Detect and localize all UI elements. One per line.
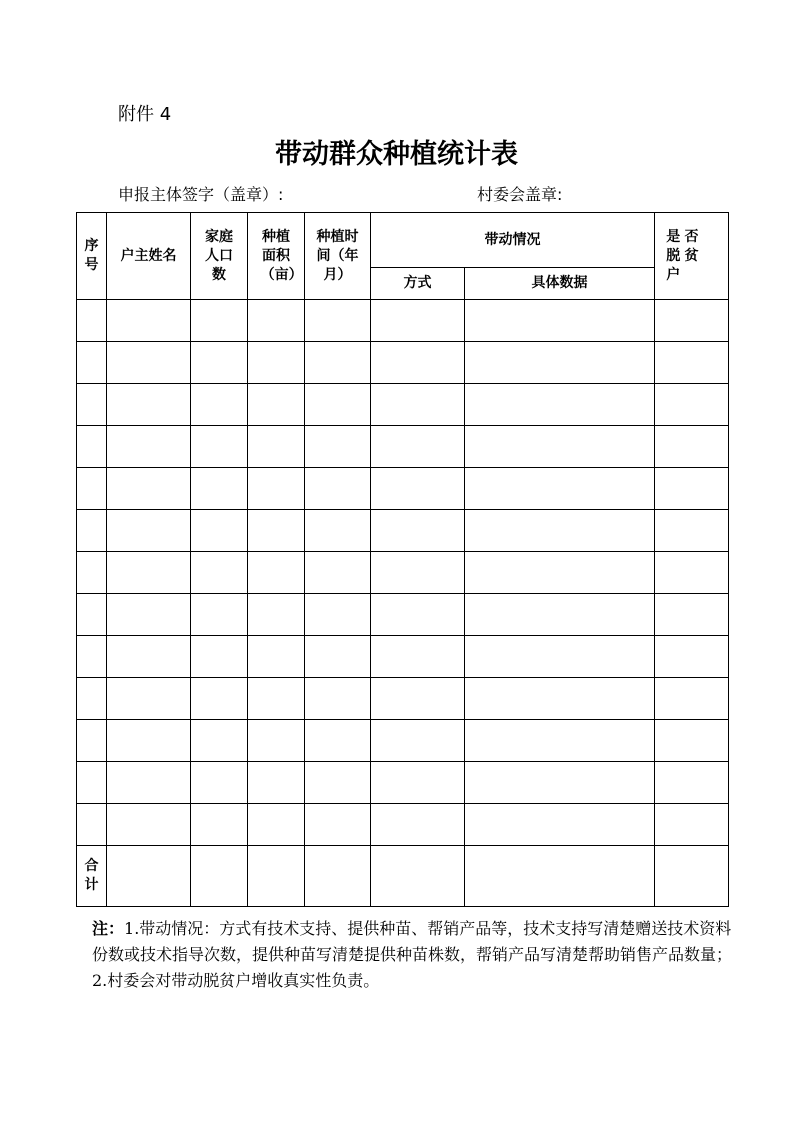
table-cell[interactable] — [248, 510, 305, 552]
table-cell[interactable] — [248, 300, 305, 342]
village-seal-label: 村委会盖章: — [477, 185, 563, 204]
table-cell[interactable] — [191, 342, 248, 384]
table-cell[interactable] — [107, 342, 191, 384]
table-row — [77, 720, 729, 762]
table-cell[interactable] — [248, 720, 305, 762]
table-cell[interactable] — [305, 384, 371, 426]
table-cell[interactable] — [107, 720, 191, 762]
footnote — [92, 916, 732, 994]
table-cell[interactable] — [248, 426, 305, 468]
table-cell[interactable] — [371, 426, 465, 468]
header-planting-area: 种植面积（亩） — [248, 213, 305, 300]
table-row — [77, 300, 729, 342]
table-cell[interactable] — [77, 510, 107, 552]
statistics-table — [76, 212, 729, 907]
table-cell[interactable] — [107, 300, 191, 342]
table-cell[interactable] — [191, 762, 248, 804]
table-cell[interactable] — [77, 342, 107, 384]
header-seq: 序号 — [77, 213, 107, 300]
header-household-name: 户主姓名 — [107, 213, 191, 300]
header-detail-data: 具体数据 — [465, 268, 655, 300]
table-cell[interactable] — [191, 804, 248, 846]
table-cell[interactable] — [248, 384, 305, 426]
table-row — [77, 384, 729, 426]
table-cell[interactable] — [191, 636, 248, 678]
table-cell[interactable] — [371, 342, 465, 384]
table-cell[interactable] — [655, 804, 729, 846]
table-cell[interactable] — [77, 804, 107, 846]
table-cell[interactable] — [77, 300, 107, 342]
table-cell[interactable] — [191, 510, 248, 552]
table-cell[interactable] — [107, 552, 191, 594]
table-cell[interactable] — [655, 636, 729, 678]
table-cell[interactable] — [465, 594, 655, 636]
table-cell[interactable] — [371, 720, 465, 762]
table-row — [77, 510, 729, 552]
table-cell[interactable] — [371, 384, 465, 426]
table-cell[interactable] — [371, 594, 465, 636]
table-row — [77, 342, 729, 384]
table-cell[interactable] — [465, 552, 655, 594]
total-cell[interactable] — [371, 846, 465, 907]
table-cell[interactable] — [371, 804, 465, 846]
table-cell[interactable] — [465, 426, 655, 468]
table-cell[interactable] — [191, 468, 248, 510]
table-row — [77, 678, 729, 720]
table-row — [77, 804, 729, 846]
table-cell[interactable] — [305, 552, 371, 594]
page-title: 带动群众种植统计表 — [275, 139, 518, 170]
table-cell[interactable] — [305, 594, 371, 636]
table-cell[interactable] — [77, 678, 107, 720]
table-row — [77, 594, 729, 636]
table-cell[interactable] — [465, 678, 655, 720]
total-row — [77, 846, 729, 907]
footnote-text: 1.带动情况：方式有技术支持、提供种苗、帮销产品等，技术支持写清楚赠送技术资料份数或技术指导次数，提供种苗写清楚提供种苗株数，帮销产品写清楚帮助销售产品数量；2.村委会对带动脱贫户增收真实性负责。 — [92, 919, 733, 990]
table-cell[interactable] — [248, 552, 305, 594]
table-cell[interactable] — [465, 762, 655, 804]
table-cell[interactable] — [655, 720, 729, 762]
table-cell[interactable] — [191, 720, 248, 762]
table-cell[interactable] — [107, 510, 191, 552]
header-poverty-status: 是否脱贫户 — [655, 213, 729, 300]
header-family-size: 家庭人口数 — [191, 213, 248, 300]
table-cell[interactable] — [655, 594, 729, 636]
total-cell[interactable] — [191, 846, 248, 907]
table-cell[interactable] — [371, 510, 465, 552]
header-drive-status: 带动情况 — [371, 213, 655, 268]
header-method: 方式 — [371, 268, 465, 300]
table-cell[interactable] — [191, 384, 248, 426]
table-cell[interactable] — [248, 468, 305, 510]
table-cell[interactable] — [655, 762, 729, 804]
total-cell[interactable] — [248, 846, 305, 907]
table-cell[interactable] — [107, 384, 191, 426]
table-cell[interactable] — [655, 678, 729, 720]
table-cell[interactable] — [248, 342, 305, 384]
table-cell[interactable] — [191, 678, 248, 720]
table-cell[interactable] — [465, 720, 655, 762]
table-cell[interactable] — [248, 804, 305, 846]
table-cell[interactable] — [107, 594, 191, 636]
table-cell[interactable] — [305, 762, 371, 804]
table-row — [77, 468, 729, 510]
table-cell[interactable] — [305, 804, 371, 846]
table-cell[interactable] — [248, 678, 305, 720]
table-cell[interactable] — [107, 804, 191, 846]
table-cell[interactable] — [305, 342, 371, 384]
table-cell[interactable] — [77, 762, 107, 804]
table-cell[interactable] — [107, 468, 191, 510]
total-cell[interactable] — [305, 846, 371, 907]
table-cell[interactable] — [305, 510, 371, 552]
table-cell[interactable] — [77, 468, 107, 510]
table-cell[interactable] — [107, 762, 191, 804]
table-cell[interactable] — [191, 300, 248, 342]
table-cell[interactable] — [191, 594, 248, 636]
table-cell[interactable] — [371, 678, 465, 720]
table-cell[interactable] — [77, 594, 107, 636]
table-cell[interactable] — [107, 678, 191, 720]
header-planting-time: 种植时间（年月） — [305, 213, 371, 300]
table-cell[interactable] — [465, 468, 655, 510]
table-cell[interactable] — [248, 594, 305, 636]
footnote-label: 注： — [92, 919, 125, 938]
table-cell[interactable] — [465, 804, 655, 846]
table-cell[interactable] — [655, 510, 729, 552]
table-cell[interactable] — [248, 636, 305, 678]
table-cell[interactable] — [107, 636, 191, 678]
table-cell[interactable] — [305, 468, 371, 510]
table-cell[interactable] — [305, 426, 371, 468]
table-cell[interactable] — [465, 342, 655, 384]
table-cell[interactable] — [107, 426, 191, 468]
table-cell[interactable] — [305, 636, 371, 678]
total-label: 合计 — [77, 846, 107, 907]
table-cell[interactable] — [655, 300, 729, 342]
table-cell[interactable] — [465, 636, 655, 678]
applicant-signature-label: 申报主体签字（盖章）: — [118, 185, 284, 204]
table-cell[interactable] — [191, 552, 248, 594]
table-cell[interactable] — [371, 636, 465, 678]
table-cell[interactable] — [77, 636, 107, 678]
table-cell[interactable] — [305, 300, 371, 342]
table-cell[interactable] — [465, 300, 655, 342]
table-cell[interactable] — [465, 510, 655, 552]
table-cell[interactable] — [655, 384, 729, 426]
table-cell[interactable] — [305, 720, 371, 762]
table-cell[interactable] — [655, 468, 729, 510]
table-cell[interactable] — [655, 426, 729, 468]
total-cell[interactable] — [655, 846, 729, 907]
total-cell[interactable] — [107, 846, 191, 907]
table-cell[interactable] — [77, 720, 107, 762]
attachment-label: 附件 4 — [118, 104, 172, 125]
table-cell[interactable] — [371, 300, 465, 342]
table-cell[interactable] — [77, 552, 107, 594]
table-cell[interactable] — [465, 384, 655, 426]
table-cell[interactable] — [371, 468, 465, 510]
table-row — [77, 552, 729, 594]
table-cell[interactable] — [191, 426, 248, 468]
table-cell[interactable] — [248, 762, 305, 804]
table-row — [77, 762, 729, 804]
table-cell[interactable] — [77, 384, 107, 426]
table-cell[interactable] — [371, 762, 465, 804]
table-row — [77, 636, 729, 678]
table-cell[interactable] — [655, 342, 729, 384]
table-cell[interactable] — [371, 552, 465, 594]
total-cell[interactable] — [465, 846, 655, 907]
table-cell[interactable] — [77, 426, 107, 468]
table-cell[interactable] — [655, 552, 729, 594]
table-cell[interactable] — [305, 678, 371, 720]
table-row — [77, 426, 729, 468]
